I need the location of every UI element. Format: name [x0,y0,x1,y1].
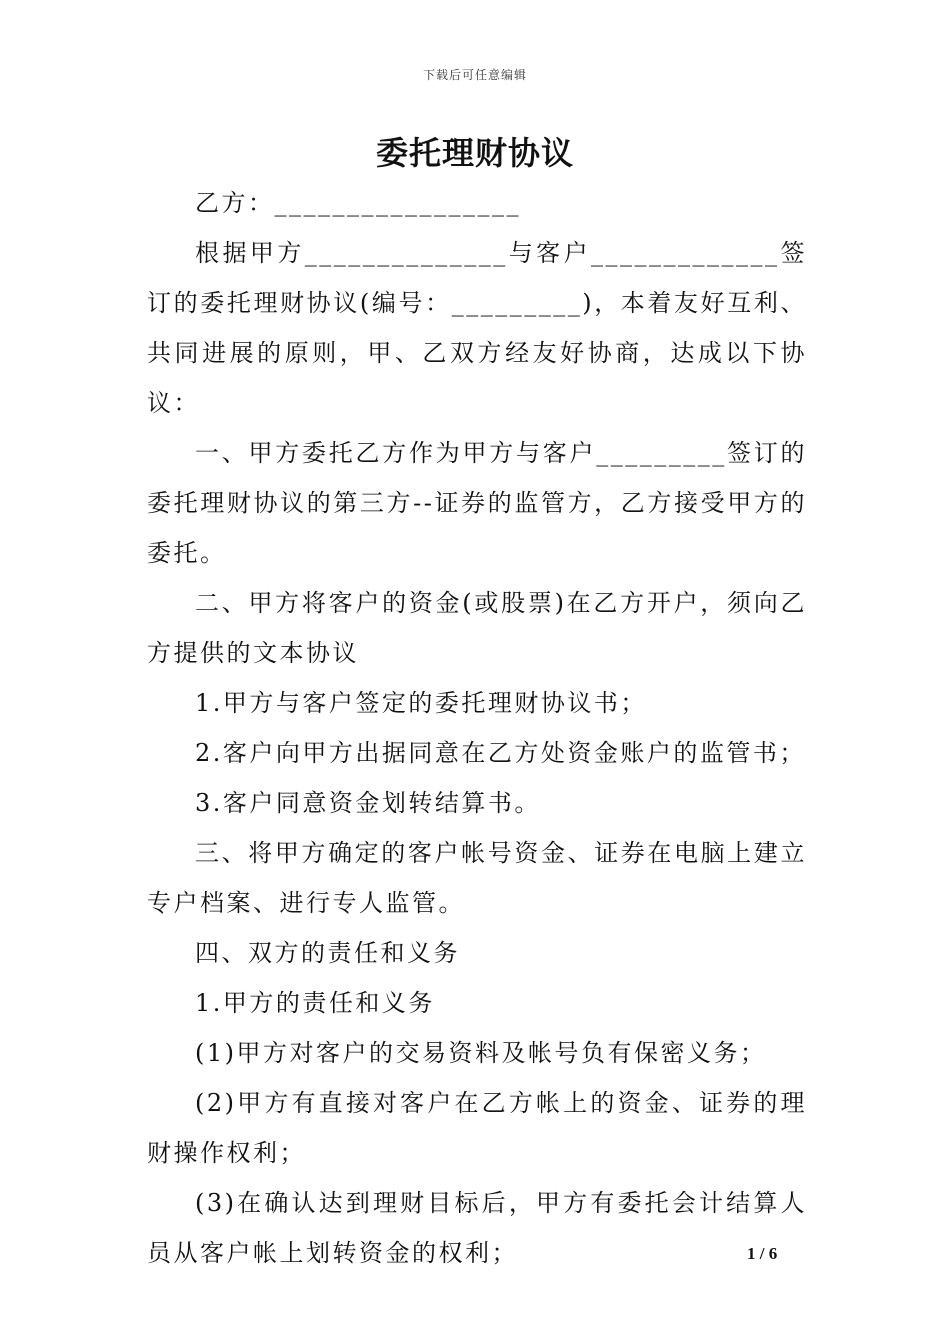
page-number: 1 / 6 [747,1244,778,1263]
page-header-note: 下载后可任意编辑 [422,68,527,82]
document-body [147,178,807,1278]
clause-3-paragraph: 三、将甲方确定的客户帐号资金、证券在电脑上建立专户档案、进行专人监管。 [147,839,807,917]
document-title: 委托理财协议 [375,134,574,172]
clause-2-item-1: 1.甲方与客户签定的委托理财协议书； [195,689,647,717]
clause-4-subheading-1: 1.甲方的责任和义务 [195,989,435,1017]
clause-1-paragraph: 一、甲方委托乙方作为甲方与客户_________签订的委托理财协议的第三方--证券的监管方，乙方接受甲方的委托。 [147,439,807,567]
clause-2-item-3: 3.客户同意资金划转结算书。 [195,789,541,817]
preamble-paragraph: 根据甲方______________与客户_____________签订的委托理财协议(编号：_________)，本着友好互利、共同进展的原则，甲、乙双方经友好协商，达成以下协议： [147,239,807,417]
clause-2-item-2: 2.客户向甲方出据同意在乙方处资金账户的监管书； [195,739,806,767]
clause-4-heading: 四、双方的责任和义务 [195,939,460,967]
clause-4-item-1: (1)甲方对客户的交易资料及帐号负有保密义务； [195,1039,767,1067]
party-b-line: 乙方：_________________ [195,189,521,217]
clause-4-item-2: (2)甲方有直接对客户在乙方帐上的资金、证券的理财操作权利； [147,1089,807,1167]
clause-2-paragraph: 二、甲方将客户的资金(或股票)在乙方开户，须向乙方提供的文本协议 [147,589,807,667]
clause-4-item-3: (3)在确认达到理财目标后，甲方有委托会计结算人员从客户帐上划转资金的权利； [147,1189,807,1267]
